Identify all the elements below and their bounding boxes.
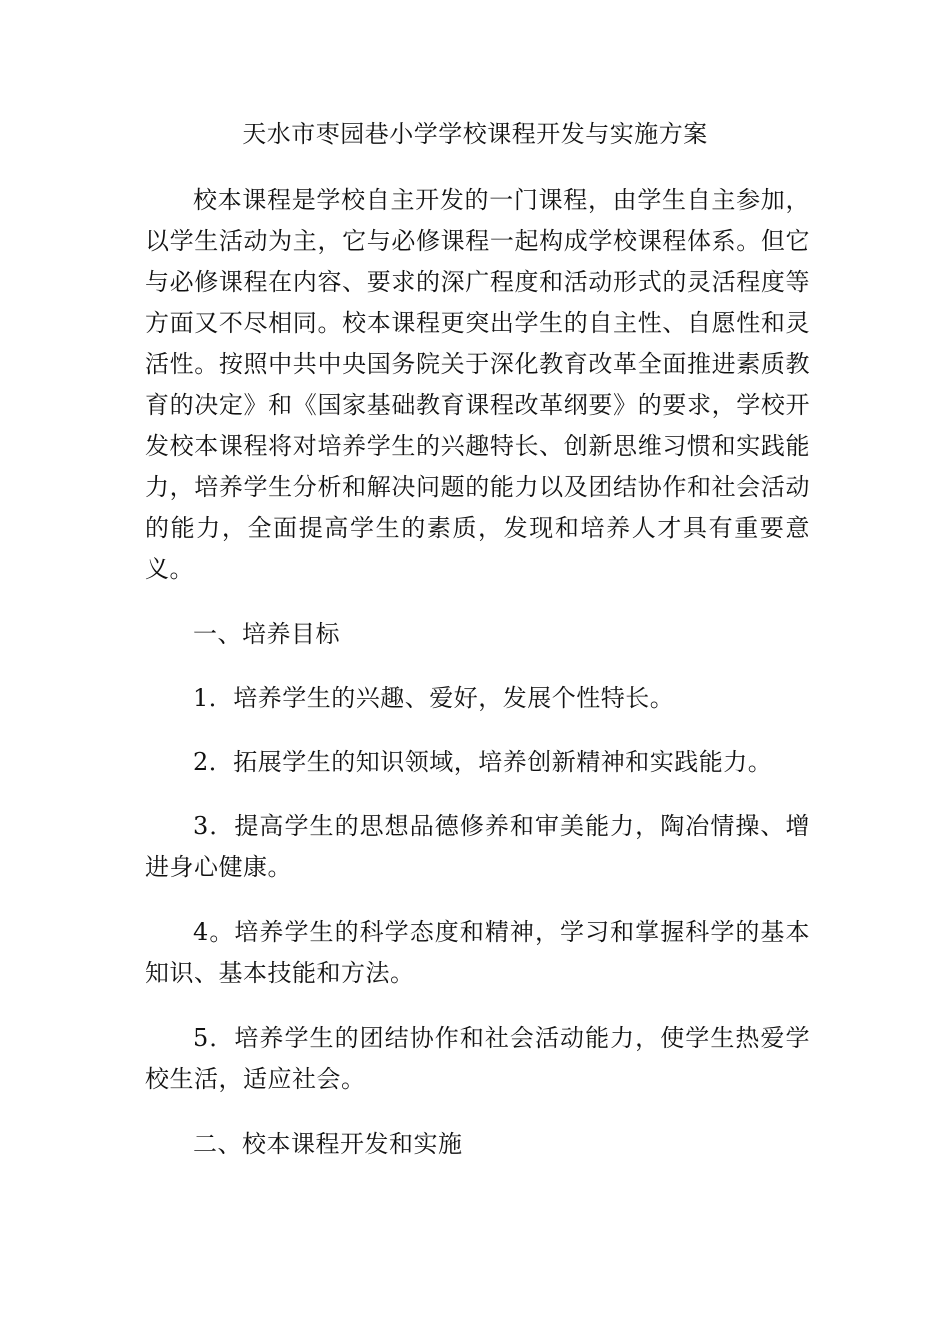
goal-item: 1．培养学生的兴趣、爱好，发展个性特长。 (193, 684, 675, 712)
goal-item: 5．培养学生的团结协作和社会活动能力，使学生热爱学校生活，适应社会。 (145, 1024, 810, 1093)
goal-item: 3．提高学生的思想品德修养和审美能力，陶冶情操、增进身心健康。 (145, 812, 810, 881)
document-title: 天水市枣园巷小学学校课程开发与实施方案 (242, 120, 708, 148)
intro-paragraph: 校本课程是学校自主开发的一门课程，由学生自主参加，以学生活动为主，它与必修课程一起构成学校课程体系。但它与必修课程在内容、要求的深广程度和活动形式的灵活程度等方面又不尽相同。校本课程更突出学生的自主性、自愿性和灵活性。按照中共中央国务院关于深化教育改革全面推进素质教育的决定》和《国家基础教育课程改革纲要》的要求，学校开发校本课程将对培养学生的兴趣特长、创新思维习惯和实践能力，培养学生分析和解决问题的能力以及团结协作和社会活动的能力，全面提高学生的素质，发现和培养人才具有重要意义。 (145, 186, 810, 583)
goal-item: 2．拓展学生的知识领域，培养创新精神和实践能力。 (193, 748, 773, 776)
section-heading-development: 二、校本课程开发和实施 (193, 1130, 463, 1158)
section-heading-goals: 一、培养目标 (193, 620, 340, 648)
goal-item: 4。培养学生的科学态度和精神，学习和掌握科学的基本知识、基本技能和方法。 (145, 918, 810, 987)
